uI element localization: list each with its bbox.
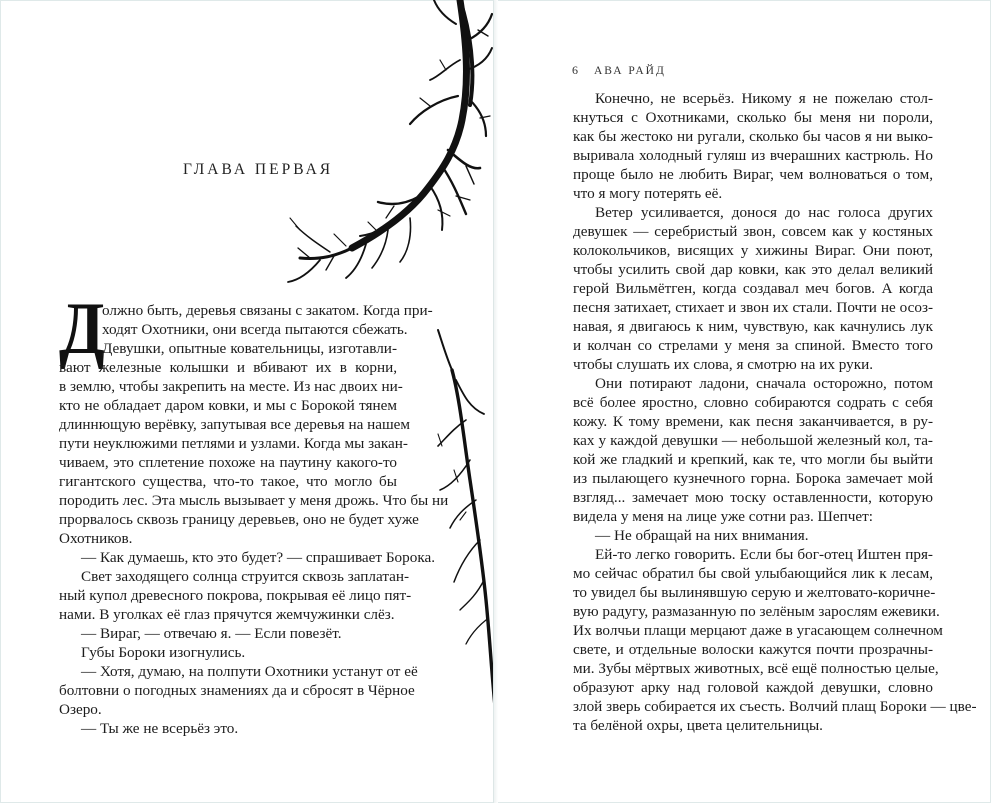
text-line: кнуться с Охотниками, сколько бы меня ни пороли, [573, 109, 933, 126]
right-page-body-text [573, 89, 977, 735]
page-number: 6 [572, 63, 578, 77]
text-line: ный купол древесного покрова, покрывая её лицо пят- [59, 587, 412, 604]
text-line: проще было не любить Вираг, чем волноваться о том, [573, 166, 933, 183]
text-line: гигантского существа, что-то такое, что могло бы [59, 473, 397, 490]
text-line: образуют арку над головой каждой девушки, словно [573, 679, 933, 696]
text-line: — Хотя, думаю, на полпути Охотники устанут от её [81, 663, 418, 680]
text-line: ках у каждой девушки — небольшой железный кол, та- [573, 432, 933, 449]
text-line: — Не обращай на них внимания. [595, 527, 809, 544]
text-line: олжно быть, деревья связаны с закатом. Когда при- [102, 302, 433, 319]
text-line: мо сейчас обратил бы свой улыбающийся лик к лесам, [573, 565, 933, 582]
text-line: Озеро. [59, 701, 102, 718]
text-line: Губы Бороки изогнулись. [81, 644, 246, 661]
text-line: что я могу потерять её. [573, 185, 723, 202]
right-page [497, 0, 991, 803]
text-line: песня затихает, стихает и звон их стали. Почти не осоз- [573, 299, 933, 316]
text-line: нами. В уголках её глаз прячутся жемчужинки слёз. [59, 606, 395, 623]
text-line: и колчан со стрелами у меня за спиной. Вместо того [573, 337, 933, 354]
text-line: навая, я двигаюсь к ним, чувствую, как качнулись лук [573, 318, 933, 335]
chapter-title: ГЛАВА ПЕРВАЯ [183, 161, 334, 178]
left-page-body-text [59, 288, 449, 738]
text-line: прорвалось сквозь границу деревьев, оно не будет хуже [59, 511, 419, 528]
text-line: длиннющую верёвку, запутывая все деревья на нашем [59, 416, 411, 433]
text-line: выривала холодный гуляш из вчерашних кастрюль. Но [573, 147, 933, 164]
text-line: вают железные колышки и вбивают их в корни, [59, 359, 397, 376]
text-line: в землю, чтобы закрепить на месте. Из нас двоих ни- [59, 378, 403, 395]
text-line: как бы жестоко ни ругали, сколько бы часов я ни выко- [573, 128, 933, 145]
text-line: чиваем, это сплетение похоже на паутину какого-то [59, 454, 397, 471]
text-line: чтобы усилить свой дар ковки, как это делал великий [573, 261, 933, 278]
text-line: — Как думаешь, кто это будет? — спрашивает Борока. [81, 549, 436, 566]
text-line: всё более яростно, словно собираются содрать с себя [573, 394, 933, 411]
text-line: Конечно, не всерьёз. Никому я не пожелаю стол- [595, 90, 933, 107]
text-line: герой Вильмётген, когда создавал меч богов. А когда [573, 280, 933, 297]
text-line: Они потирают ладони, сначала осторожно, потом [595, 375, 933, 392]
text-line: Девушки, опытные ковательницы, изготавли- [102, 340, 397, 357]
text-line: вую радугу, размазанную по зелёным зарослям ежевики. [573, 603, 940, 620]
text-line: колокольчиков, висящих у хижины Вираг. Они поют, [573, 242, 933, 259]
text-line: ми. Зубы мёртвых животных, всё ещё полностью целые, [573, 660, 939, 677]
text-line: — Вираг, — отвечаю я. — Если повезёт. [81, 625, 342, 642]
running-head [572, 63, 666, 78]
text-line: Их волчьи плащи мерцают даже в угасающем солнечном [573, 622, 943, 639]
text-line: кой же гладкий и крепкий, как те, что могли бы выйти [573, 451, 933, 468]
text-line: болтовни о погодных знамениях да и сбросят в Чёрное [59, 682, 415, 699]
text-line: из пылающего кузнечного горна. Борока замечает мой [573, 470, 933, 487]
text-line: пути неуклюжими петлями и узлами. Когда мы закан- [59, 435, 408, 452]
text-line: видела у меня на лице уже сотни раз. Шепчет: [573, 508, 873, 525]
drop-cap: Д [59, 288, 105, 370]
text-line: Охотников. [59, 530, 133, 547]
text-line: чтобы слушать их слова, я смотрю на их руки. [573, 356, 874, 373]
text-line: Свет заходящего солнца струится сквозь заплатан- [81, 568, 410, 585]
text-line: девушек — серебристый звон, совсем как у костяных [573, 223, 933, 240]
text-line: та белёной охры, цвета целительницы. [573, 717, 823, 734]
text-line: Ей-то легко говорить. Если бы бог-отец Иштен пря- [595, 546, 933, 563]
left-page [0, 0, 493, 803]
text-line: взгляд... замечает мою тоску оставленности, которую [573, 489, 933, 506]
text-line: Ветер усиливается, донося до нас голоса других [595, 204, 933, 221]
text-line: породить лес. Эта мысль вызывает у меня дрожь. Что бы ни [59, 492, 449, 509]
text-line: — Ты же не всерьёз это. [81, 720, 239, 737]
text-line: кто не обладает даром ковки, и мы с Борокой тянем [59, 397, 397, 414]
text-line: злой зверь собирается их съесть. Волчий плащ Бороки — цве- [573, 698, 977, 715]
text-line: то увидел бы вылинявшую серую и желтовато-коричне- [573, 584, 936, 601]
running-head-author: АВА РАЙД [594, 65, 666, 77]
text-line: ходят Охотники, они всегда пытаются сбежать. [102, 321, 408, 338]
text-line: кожу. К тому времени, как песня заканчивается, в ру- [573, 413, 933, 430]
text-line: свете, и отдельные волоски кажутся почти прозрачны- [573, 641, 933, 658]
